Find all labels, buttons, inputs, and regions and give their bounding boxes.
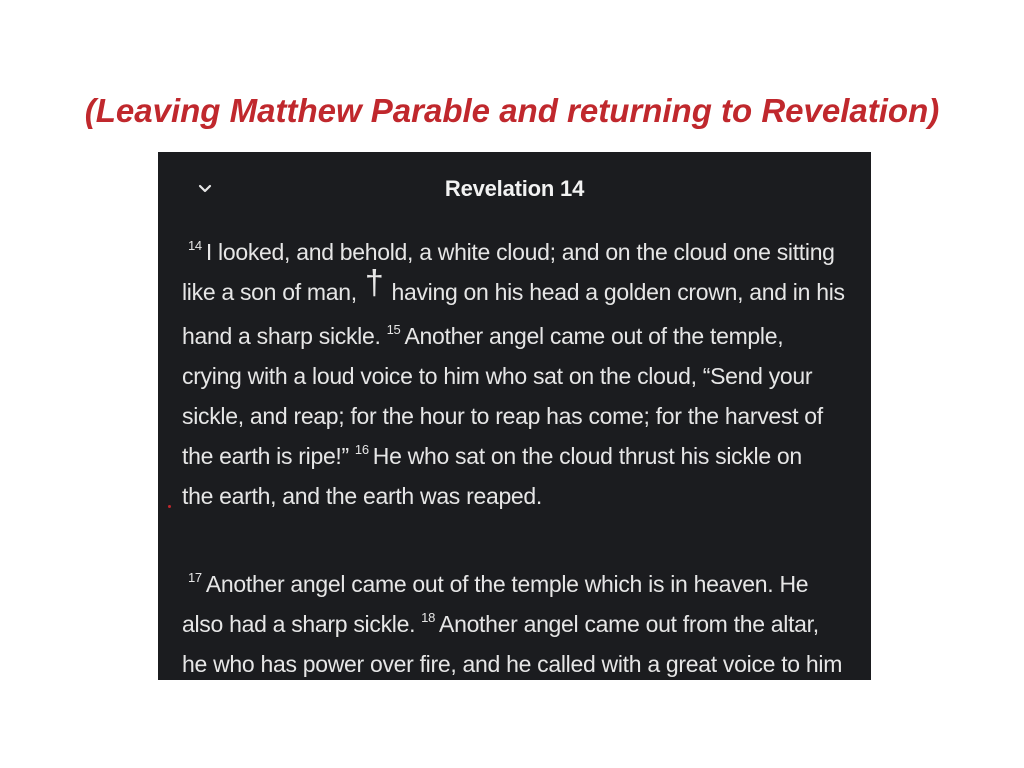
text-line bbox=[182, 396, 852, 436]
verse-text: Another angel came out of the temple, bbox=[404, 323, 784, 349]
verse-text: sickle, and reap; for the hour to reap has come; for the harvest of bbox=[182, 403, 823, 429]
passage-verses-17-18 bbox=[182, 564, 852, 680]
verse-text: hand a sharp sickle. bbox=[182, 323, 381, 349]
passage-verses-14-16 bbox=[182, 232, 852, 516]
verse-text: like a son of man, bbox=[182, 279, 357, 305]
verse-text: the earth, and the earth was reaped. bbox=[182, 483, 543, 509]
verse-text: I looked, and behold, a white cloud; and on the cloud one sitting bbox=[205, 239, 835, 265]
verse-text: the earth is ripe!” bbox=[182, 443, 349, 469]
verse-number-16[interactable]: 16 bbox=[354, 442, 369, 457]
text-line bbox=[182, 264, 852, 316]
verse-text: also had a sharp sickle. bbox=[182, 611, 416, 637]
verse-text: Another angel came out from the altar, bbox=[439, 611, 819, 637]
text-line bbox=[182, 644, 852, 680]
verse-number-17[interactable]: 17 bbox=[188, 570, 202, 585]
text-line bbox=[182, 476, 852, 516]
verse-text: he who has power over fire, and he called with a great voice to him bbox=[182, 651, 843, 677]
text-line bbox=[182, 316, 852, 356]
verse-text: He who sat on the cloud thrust his sickle on bbox=[372, 443, 802, 469]
text-line bbox=[182, 436, 852, 476]
verse-number-18[interactable]: 18 bbox=[421, 610, 436, 625]
bible-app-screenshot bbox=[158, 152, 871, 680]
text-line bbox=[182, 356, 852, 396]
text-line bbox=[182, 604, 852, 644]
verse-text: having on his head a golden crown, and in his bbox=[391, 279, 845, 305]
verse-number-15[interactable]: 15 bbox=[386, 322, 401, 337]
chapter-title: Revelation 14 bbox=[444, 176, 585, 201]
text-line bbox=[182, 232, 852, 272]
verse-text: crying with a loud voice to him who sat on the cloud, “Send your bbox=[182, 363, 813, 389]
verse-number-14[interactable]: 14 bbox=[188, 238, 202, 253]
footnote-cross-icon[interactable]: † bbox=[364, 264, 384, 302]
slide-title: (Leaving Matthew Parable and returning to Revelation) bbox=[84, 92, 940, 129]
verse-text: Another angel came out of the temple which is in heaven. He bbox=[205, 571, 809, 597]
decorative-dot bbox=[168, 505, 171, 508]
text-line bbox=[182, 564, 852, 604]
